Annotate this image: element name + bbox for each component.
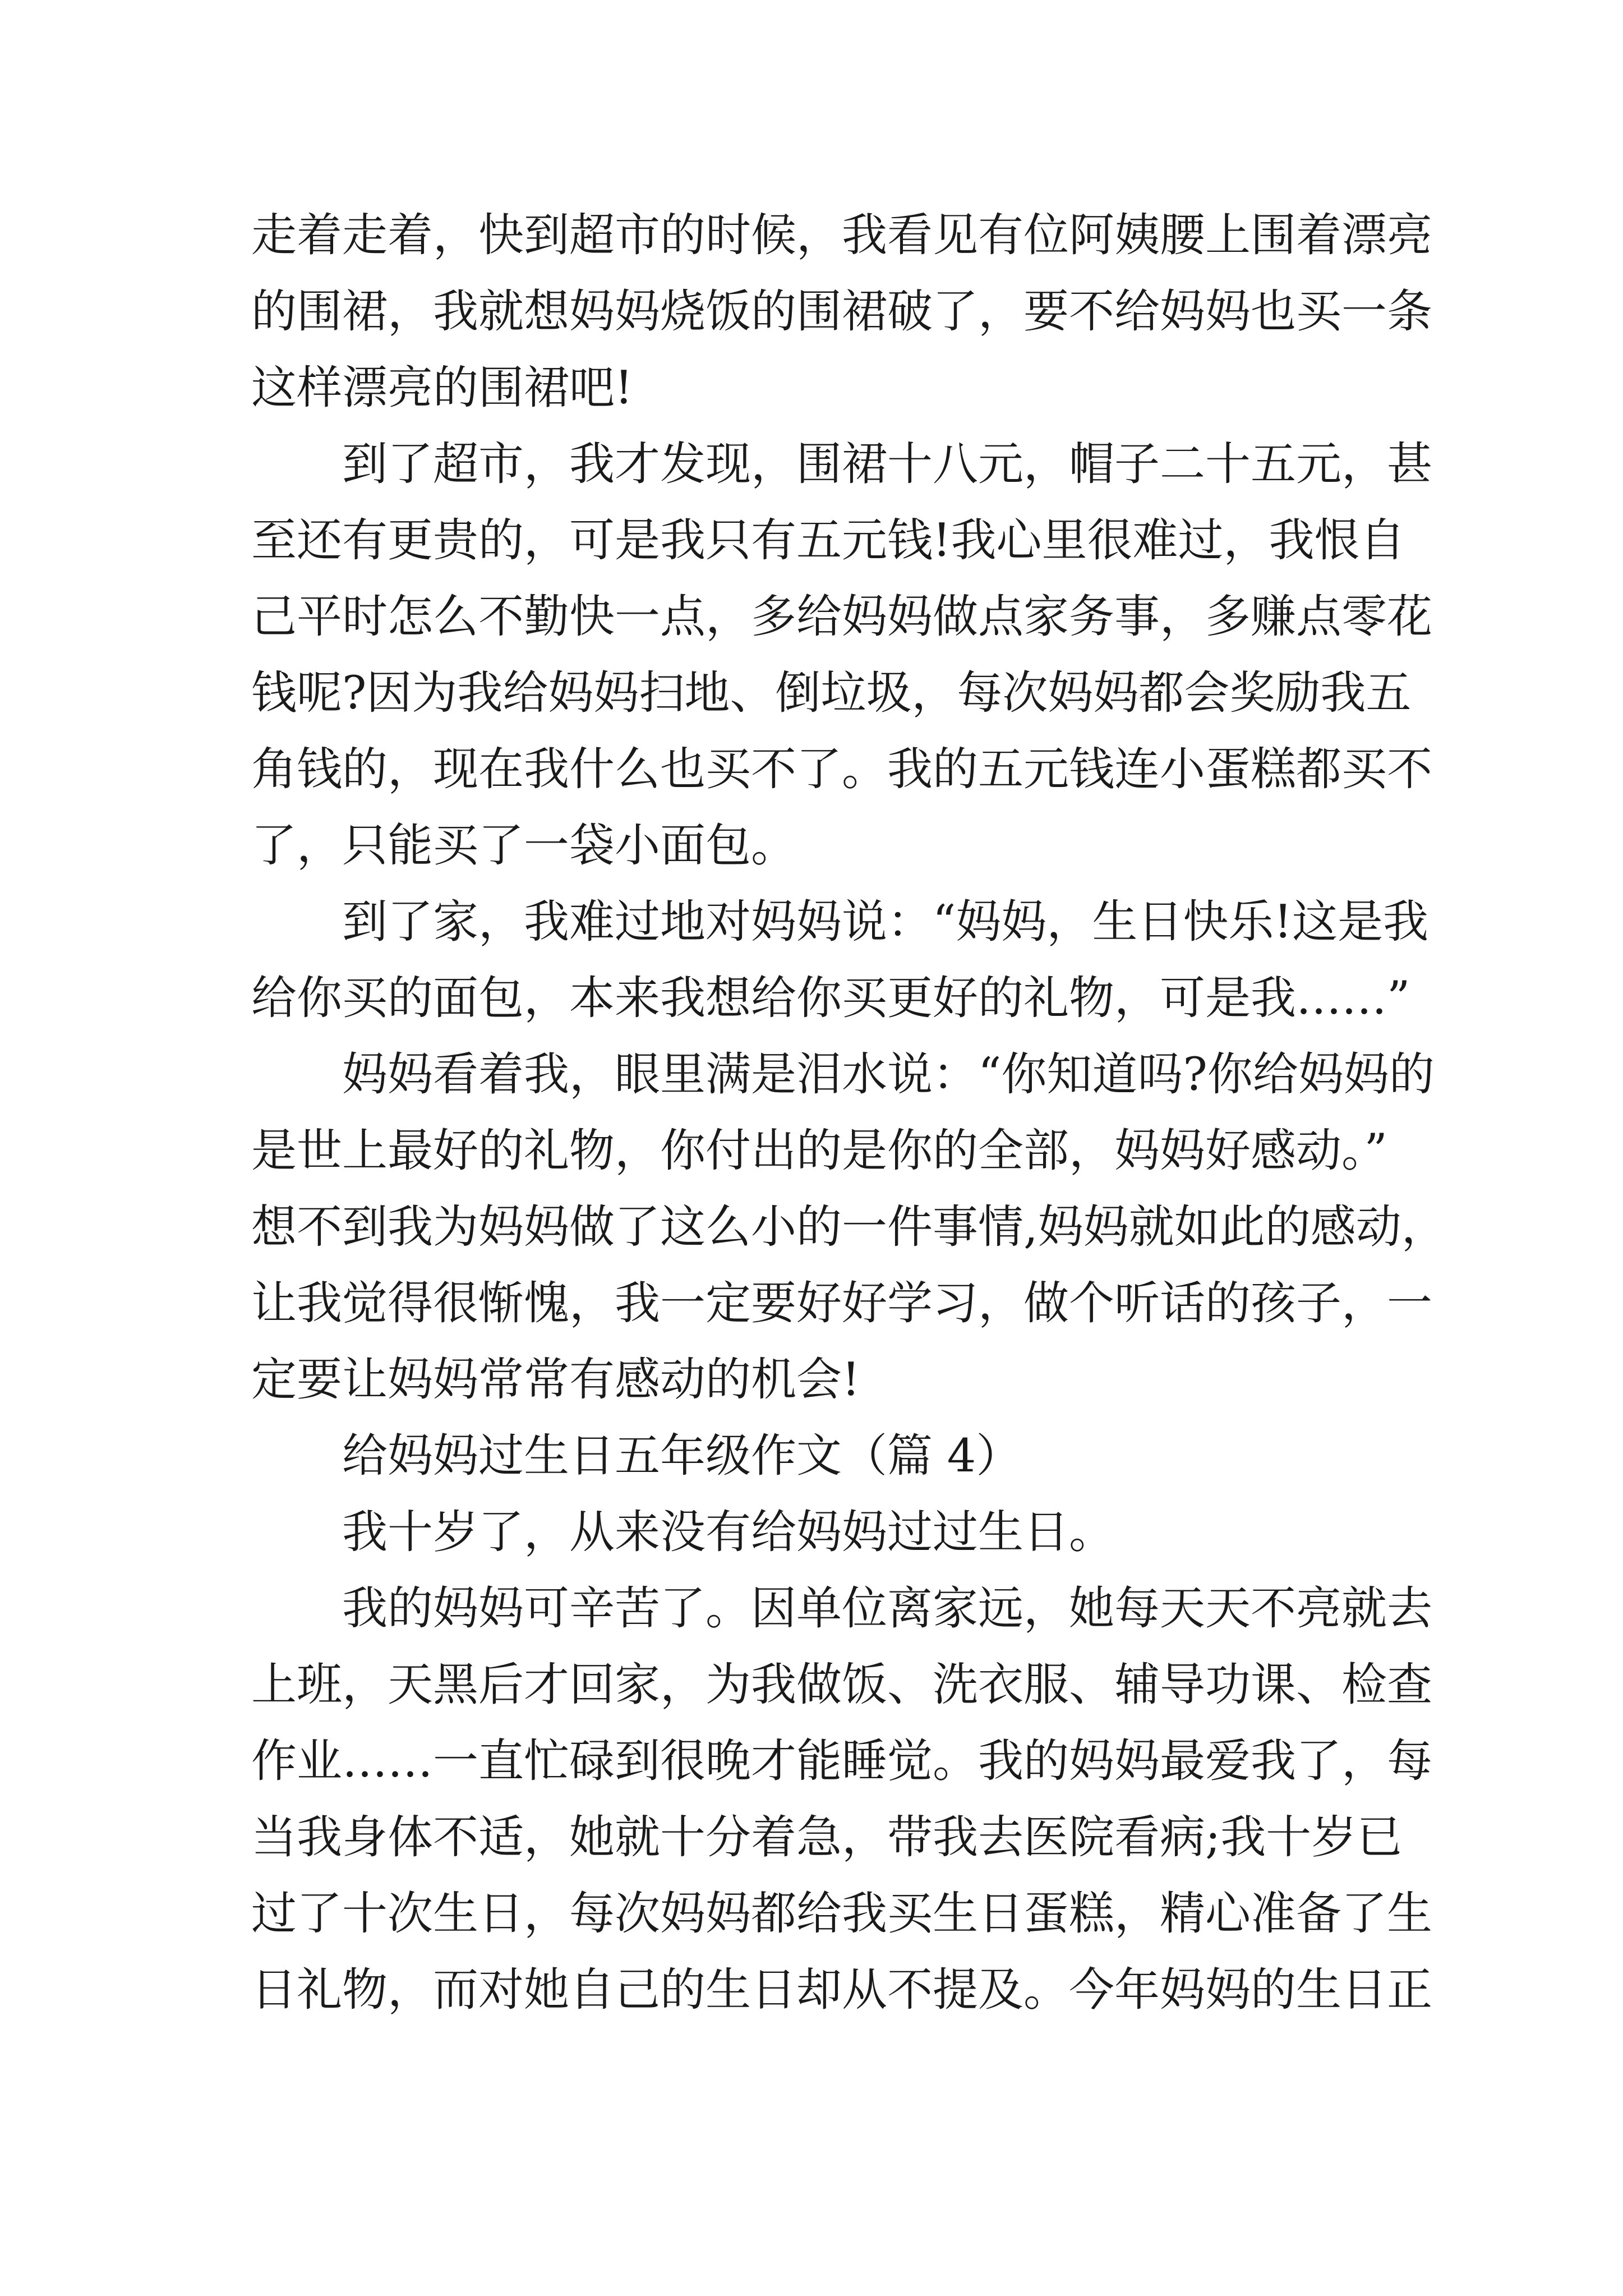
text-line: 让我觉得很惭愧，我一定要好好学习，做个听话的孩子，一 (251, 1277, 1433, 1330)
text-line: 钱呢?因为我给妈妈扫地、倒垃圾，每次妈妈都会奖励我五 (251, 667, 1412, 720)
paragraph-first-line: 妈妈看着我，眼里满是泪水说：“你知道吗?你给妈妈的 (342, 1048, 1435, 1101)
text-line: 至还有更贵的，可是我只有五元钱!我心里很难过，我恨自 (251, 514, 1405, 567)
text-line: 想不到我为妈妈做了这么小的一件事情,妈妈就如此的感动， (251, 1201, 1447, 1254)
text-line: 上班，天黑后才回家，为我做饭、洗衣服、辅导功课、检查 (251, 1659, 1433, 1711)
section-heading: 给妈妈过生日五年级作文（篇 4） (342, 1430, 1022, 1483)
text-line: 己平时怎么不勤快一点，多给妈妈做点家务事，多赚点零花 (251, 591, 1433, 643)
paragraph-first-line: 到了超市，我才发现，围裙十八元，帽子二十五元，甚 (342, 438, 1433, 491)
paragraph-first-line: 我十岁了，从来没有给妈妈过过生日。 (342, 1506, 1115, 1559)
document-body (251, 197, 1447, 2028)
text-line: 当我身体不适，她就十分着急，带我去医院看病;我十岁已 (251, 1811, 1403, 1864)
text-line: 日礼物，而对她自己的生日却从不提及。今年妈妈的生日正 (251, 1964, 1433, 2017)
text-line: 角钱的，现在我什么也买不了。我的五元钱连小蛋糕都买不 (251, 743, 1433, 796)
text-line: 走着走着，快到超市的时候，我看见有位阿姨腰上围着漂亮 (251, 209, 1433, 262)
paragraph-first-line: 到了家，我难过地对妈妈说：“妈妈，生日快乐!这是我 (342, 896, 1428, 949)
text-line: 是世上最好的礼物，你付出的是你的全部，妈妈好感动。” (251, 1125, 1387, 1177)
text-line: 作业……一直忙碌到很晚才能睡觉。我的妈妈最爱我了，每 (251, 1735, 1433, 1788)
text-line: 定要让妈妈常常有感动的机会! (251, 1354, 860, 1406)
paragraph-first-line: 我的妈妈可辛苦了。因单位离家远，她每天天不亮就去 (342, 1582, 1433, 1635)
text-line: 过了十次生日，每次妈妈都给我买生日蛋糕，精心准备了生 (251, 1888, 1433, 1940)
text-line: 了，只能买了一袋小面包。 (251, 820, 797, 872)
text-line: 的围裙，我就想妈妈烧饭的围裙破了，要不给妈妈也买一条 (251, 286, 1433, 338)
text-line: 这样漂亮的围裙吧! (251, 362, 633, 415)
text-line: 给你买的面包，本来我想给你买更好的礼物，可是我……” (251, 972, 1410, 1025)
